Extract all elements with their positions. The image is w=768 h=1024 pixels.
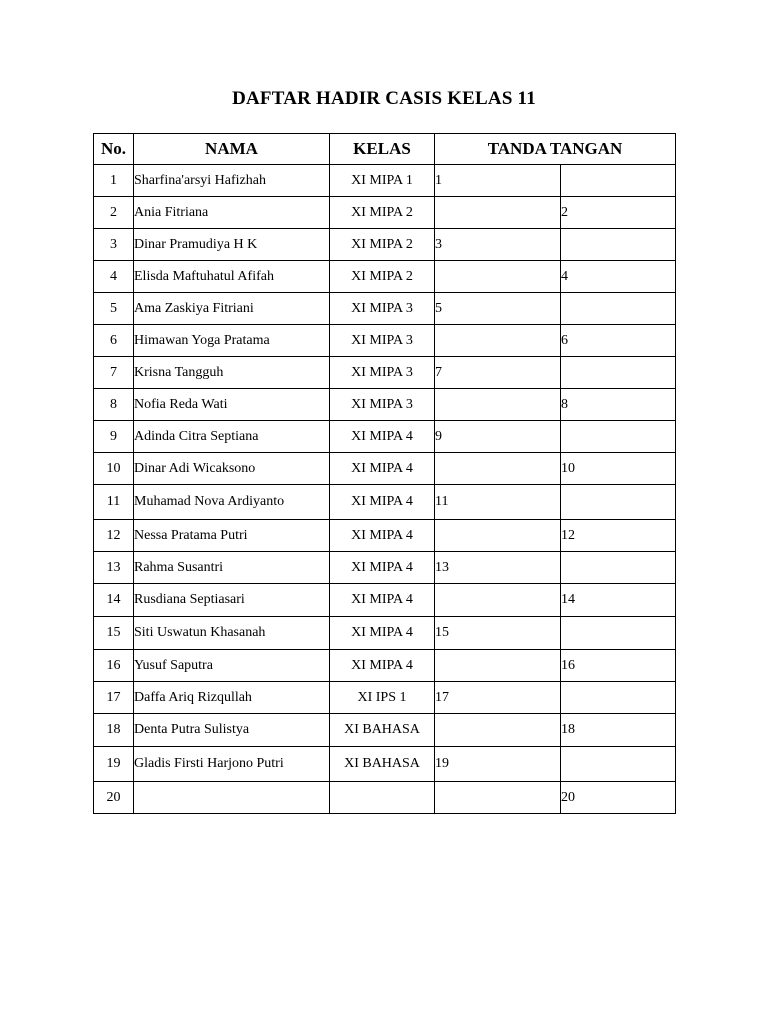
signature-right-cell: [561, 229, 676, 261]
name-cell: Elisda Maftuhatul Afifah: [134, 261, 330, 293]
row-number-cell: 19: [94, 747, 134, 782]
signature-left-cell: [435, 584, 561, 617]
class-cell: XI MIPA 4: [330, 552, 435, 584]
class-cell: XI MIPA 4: [330, 485, 435, 520]
signature-right-cell: [561, 682, 676, 714]
class-cell: XI MIPA 4: [330, 617, 435, 650]
class-cell: XI MIPA 4: [330, 453, 435, 485]
header-tanda-tangan: TANDA TANGAN: [435, 134, 676, 165]
table-row: [94, 485, 676, 520]
name-cell: Himawan Yoga Pratama: [134, 325, 330, 357]
table-row: [94, 617, 676, 650]
class-cell: XI IPS 1: [330, 682, 435, 714]
signature-right-cell: 4: [561, 261, 676, 293]
signature-right-cell: 14: [561, 584, 676, 617]
class-cell: XI MIPA 4: [330, 421, 435, 453]
attendance-table: [93, 133, 676, 814]
signature-right-cell: [561, 747, 676, 782]
row-number-cell: 7: [94, 357, 134, 389]
signature-left-cell: 13: [435, 552, 561, 584]
signature-left-cell: [435, 325, 561, 357]
table-row: [94, 682, 676, 714]
table-row: [94, 197, 676, 229]
signature-left-cell: [435, 261, 561, 293]
table-row: [94, 229, 676, 261]
row-number-cell: 16: [94, 650, 134, 682]
row-number-cell: 1: [94, 165, 134, 197]
signature-right-cell: [561, 165, 676, 197]
signature-right-cell: 8: [561, 389, 676, 421]
signature-left-cell: 19: [435, 747, 561, 782]
table-row: [94, 714, 676, 747]
class-cell: XI MIPA 3: [330, 293, 435, 325]
row-number-cell: 11: [94, 485, 134, 520]
class-cell: XI BAHASA: [330, 747, 435, 782]
class-cell: XI MIPA 2: [330, 229, 435, 261]
row-number-cell: 3: [94, 229, 134, 261]
class-cell: XI MIPA 3: [330, 357, 435, 389]
signature-right-cell: 20: [561, 782, 676, 814]
class-cell: [330, 782, 435, 814]
document-title: DAFTAR HADIR CASIS KELAS 11: [232, 88, 536, 109]
name-cell: Yusuf Saputra: [134, 650, 330, 682]
row-number-cell: 8: [94, 389, 134, 421]
table-row: [94, 584, 676, 617]
signature-right-cell: [561, 421, 676, 453]
row-number-cell: 17: [94, 682, 134, 714]
signature-left-cell: 17: [435, 682, 561, 714]
table-header-row: [94, 134, 676, 165]
class-cell: XI BAHASA: [330, 714, 435, 747]
name-cell: Ama Zaskiya Fitriani: [134, 293, 330, 325]
signature-left-cell: 15: [435, 617, 561, 650]
class-cell: XI MIPA 2: [330, 197, 435, 229]
signature-left-cell: [435, 453, 561, 485]
row-number-cell: 5: [94, 293, 134, 325]
class-cell: XI MIPA 1: [330, 165, 435, 197]
header-kelas: KELAS: [330, 134, 435, 165]
name-cell: Daffa Ariq Rizqullah: [134, 682, 330, 714]
class-cell: XI MIPA 4: [330, 584, 435, 617]
row-number-cell: 20: [94, 782, 134, 814]
name-cell: Adinda Citra Septiana: [134, 421, 330, 453]
name-cell: Nessa Pratama Putri: [134, 520, 330, 552]
signature-right-cell: 2: [561, 197, 676, 229]
name-cell: Ania Fitriana: [134, 197, 330, 229]
signature-right-cell: [561, 357, 676, 389]
table-row: [94, 293, 676, 325]
row-number-cell: 10: [94, 453, 134, 485]
name-cell: Gladis Firsti Harjono Putri: [134, 747, 330, 782]
signature-right-cell: 16: [561, 650, 676, 682]
signature-left-cell: [435, 782, 561, 814]
signature-right-cell: [561, 485, 676, 520]
row-number-cell: 13: [94, 552, 134, 584]
signature-left-cell: 11: [435, 485, 561, 520]
name-cell: Denta Putra Sulistya: [134, 714, 330, 747]
row-number-cell: 6: [94, 325, 134, 357]
signature-right-cell: [561, 617, 676, 650]
signature-left-cell: [435, 197, 561, 229]
table-row: [94, 165, 676, 197]
table-row: [94, 552, 676, 584]
signature-right-cell: [561, 293, 676, 325]
name-cell: Sharfina'arsyi Hafizhah: [134, 165, 330, 197]
class-cell: XI MIPA 4: [330, 650, 435, 682]
name-cell: Rusdiana Septiasari: [134, 584, 330, 617]
name-cell: Krisna Tangguh: [134, 357, 330, 389]
name-cell: Muhamad Nova Ardiyanto: [134, 485, 330, 520]
table-row: [94, 389, 676, 421]
signature-right-cell: 10: [561, 453, 676, 485]
signature-right-cell: 18: [561, 714, 676, 747]
name-cell: Dinar Adi Wicaksono: [134, 453, 330, 485]
table-row: [94, 650, 676, 682]
signature-right-cell: [561, 552, 676, 584]
signature-right-cell: 6: [561, 325, 676, 357]
signature-left-cell: 7: [435, 357, 561, 389]
table-row: [94, 747, 676, 782]
row-number-cell: 18: [94, 714, 134, 747]
header-nama: NAMA: [134, 134, 330, 165]
name-cell: Rahma Susantri: [134, 552, 330, 584]
class-cell: XI MIPA 4: [330, 520, 435, 552]
table-row: [94, 357, 676, 389]
signature-left-cell: [435, 714, 561, 747]
class-cell: XI MIPA 2: [330, 261, 435, 293]
name-cell: [134, 782, 330, 814]
signature-left-cell: 1: [435, 165, 561, 197]
signature-left-cell: [435, 389, 561, 421]
signature-right-cell: 12: [561, 520, 676, 552]
row-number-cell: 9: [94, 421, 134, 453]
name-cell: Nofia Reda Wati: [134, 389, 330, 421]
table-row: [94, 261, 676, 293]
class-cell: XI MIPA 3: [330, 389, 435, 421]
header-no: No.: [94, 134, 134, 165]
class-cell: XI MIPA 3: [330, 325, 435, 357]
signature-left-cell: 5: [435, 293, 561, 325]
table-row: [94, 782, 676, 814]
table-row: [94, 520, 676, 552]
row-number-cell: 14: [94, 584, 134, 617]
row-number-cell: 12: [94, 520, 134, 552]
row-number-cell: 4: [94, 261, 134, 293]
name-cell: Siti Uswatun Khasanah: [134, 617, 330, 650]
signature-left-cell: [435, 650, 561, 682]
table-row: [94, 325, 676, 357]
signature-left-cell: 9: [435, 421, 561, 453]
table-row: [94, 421, 676, 453]
name-cell: Dinar Pramudiya H K: [134, 229, 330, 261]
row-number-cell: 15: [94, 617, 134, 650]
signature-left-cell: [435, 520, 561, 552]
signature-left-cell: 3: [435, 229, 561, 261]
table-row: [94, 453, 676, 485]
row-number-cell: 2: [94, 197, 134, 229]
table-body: [94, 165, 676, 814]
